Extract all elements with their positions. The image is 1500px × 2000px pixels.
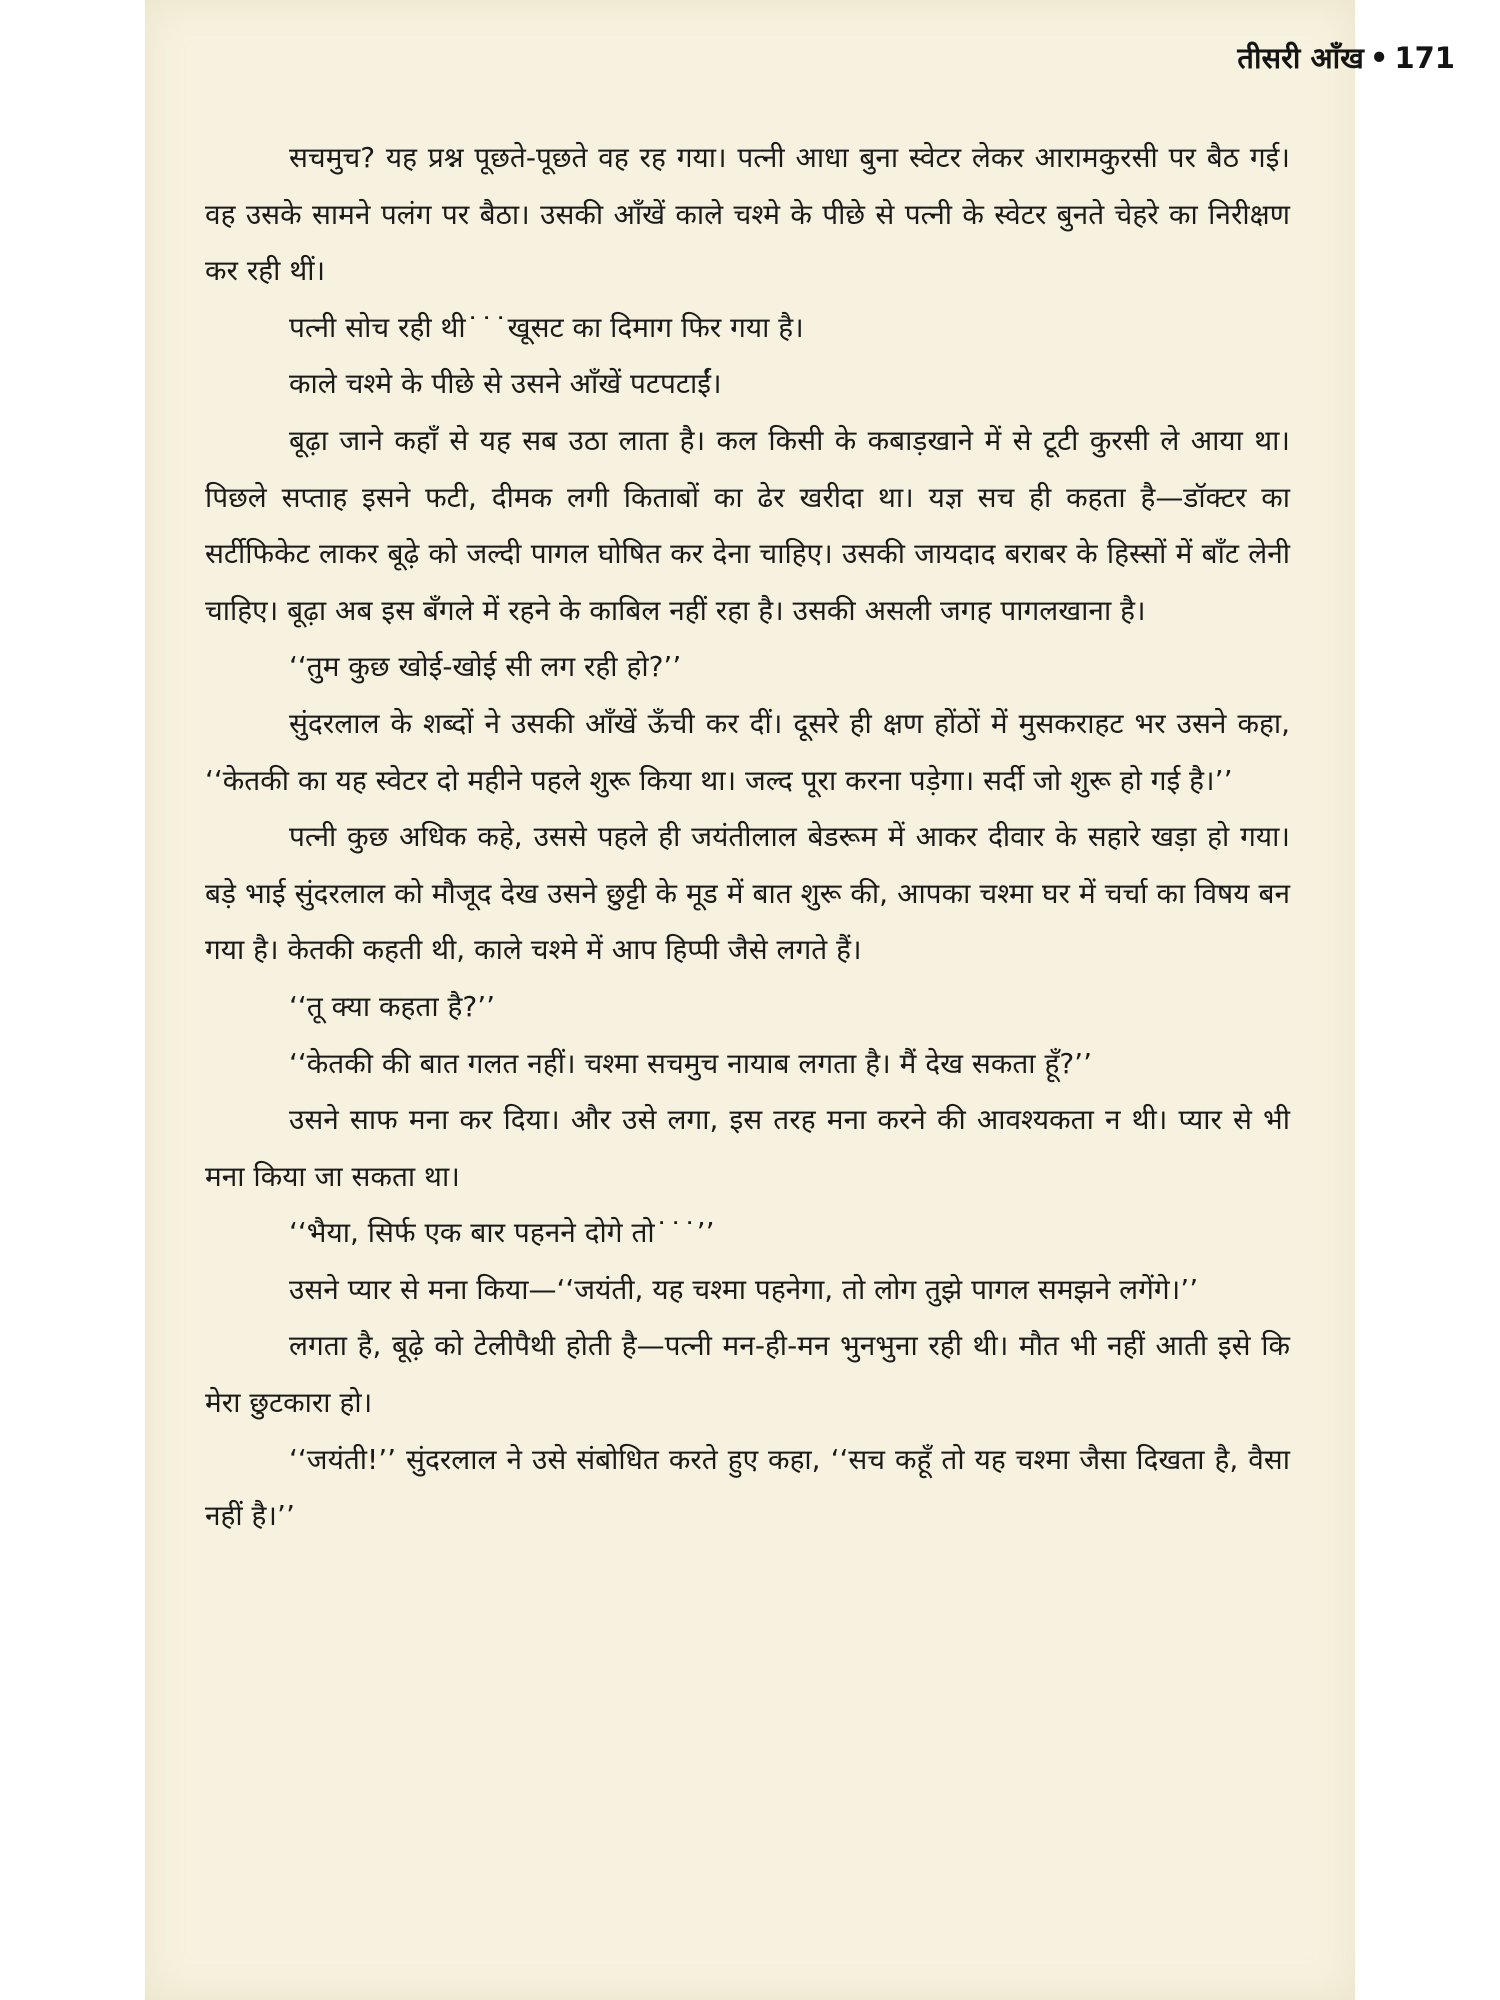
paragraph-10: उसने साफ मना कर दिया। और उसे लगा, इस तरह मना करने की आवश्यकता न थी। प्यार से भी मना किया जा सकता था। bbox=[205, 1103, 1290, 1193]
paragraph-6: सुंदरलाल के शब्दों ने उसकी आँखें ऊँची कर दीं। दूसरे ही क्षण होंठों में मुसकराहट भर उसने कहा, ‘‘केतकी का यह स्वेटर दो महीने पहले शुरू किया था। जल्द पूरा करना पड़ेगा। सर्दी जो शुरू हो गई है।’’ bbox=[205, 706, 1290, 797]
paragraph-12: उसने प्यार से मना किया—‘‘जयंती, यह चश्मा पहनेगा, तो लोग तुझे पागल समझने लगेंगे।’’ bbox=[289, 1272, 1199, 1306]
paragraph-1: सचमुच? यह प्रश्न पूछते-पूछते वह रह गया। पत्नी आधा बुना स्वेटर लेकर आरामकुरसी पर बैठ गई। वह उसके सामने पलंग पर बैठा। उसकी आँखें काले चश्मे के पीछे से पत्नी के स्वेटर बुनते चेहरे का निरीक्षण कर रही थीं। bbox=[205, 141, 1290, 288]
paragraph-9: ‘‘केतकी की बात गलत नहीं। चश्मा सचमुच नायाब लगता है। मैं देख सकता हूँ?’’ bbox=[289, 1046, 1092, 1080]
page-number: 171 bbox=[1394, 41, 1455, 75]
paragraph-2: पत्नी सोच रही थी˙˙˙खूसट का दिमाग फिर गया है। bbox=[289, 310, 804, 344]
paragraph-3: काले चश्मे के पीछे से उसने आँखें पटपटाईं। bbox=[289, 367, 722, 401]
paragraph-14: ‘‘जयंती!’’ सुंदरलाल ने उसे संबोधित करते हुए कहा, ‘‘सच कहूँ तो यह चश्मा जैसा दिखता है, वैसा नहीं है।’’ bbox=[205, 1442, 1290, 1533]
paragraph-5: ‘‘तुम कुछ खोई-खोई सी लग रही हो?’’ bbox=[289, 650, 682, 684]
body-text bbox=[205, 130, 1290, 1545]
header-title: तीसरी आँख bbox=[1237, 41, 1364, 75]
paragraph-7: पत्नी कुछ अधिक कहे, उससे पहले ही जयंतीलाल बेडरूम में आकर दीवार के सहारे खड़ा हो गया। बड़े भाई सुंदरलाल को मौजूद देख उसने छुट्टी के मूड में बात शुरू की, आपका चश्मा घर में चर्चा का विषय बन गया है। केतकी कहती थी, काले चश्मे में आप हिप्पी जैसे लगते हैं। bbox=[205, 820, 1290, 967]
header-separator: • bbox=[1369, 41, 1389, 75]
paragraph-13: लगता है, बूढ़े को टेलीपैथी होती है—पत्नी मन-ही-मन भुनभुना रही थी। मौत भी नहीं आती इसे कि मेरा छुटकारा हो। bbox=[205, 1329, 1290, 1420]
running-header bbox=[1145, 38, 1455, 77]
paragraph-4: बूढ़ा जाने कहाँ से यह सब उठा लाता है। कल किसी के कबाड़खाने में से टूटी कुरसी ले आया था। पिछले सप्ताह इसने फटी, दीमक लगी किताबों का ढेर खरीदा था। यज्ञ सच ही कहता है—डॉक्टर का सर्टीफिकेट लाकर बूढ़े को जल्दी पागल घोषित कर देना चाहिए। उसकी जायदाद बराबर के हिस्सों में बाँट लेनी चाहिए। बूढ़ा अब इस बँगले में रहने के काबिल नहीं रहा है। उसकी असली जगह पागलखाना है। bbox=[205, 423, 1290, 627]
paragraph-11: ‘‘भैया, सिर्फ एक बार पहनने दोगे तो˙˙˙’’ bbox=[289, 1216, 715, 1250]
paragraph-8: ‘‘तू क्या कहता है?’’ bbox=[289, 989, 496, 1023]
